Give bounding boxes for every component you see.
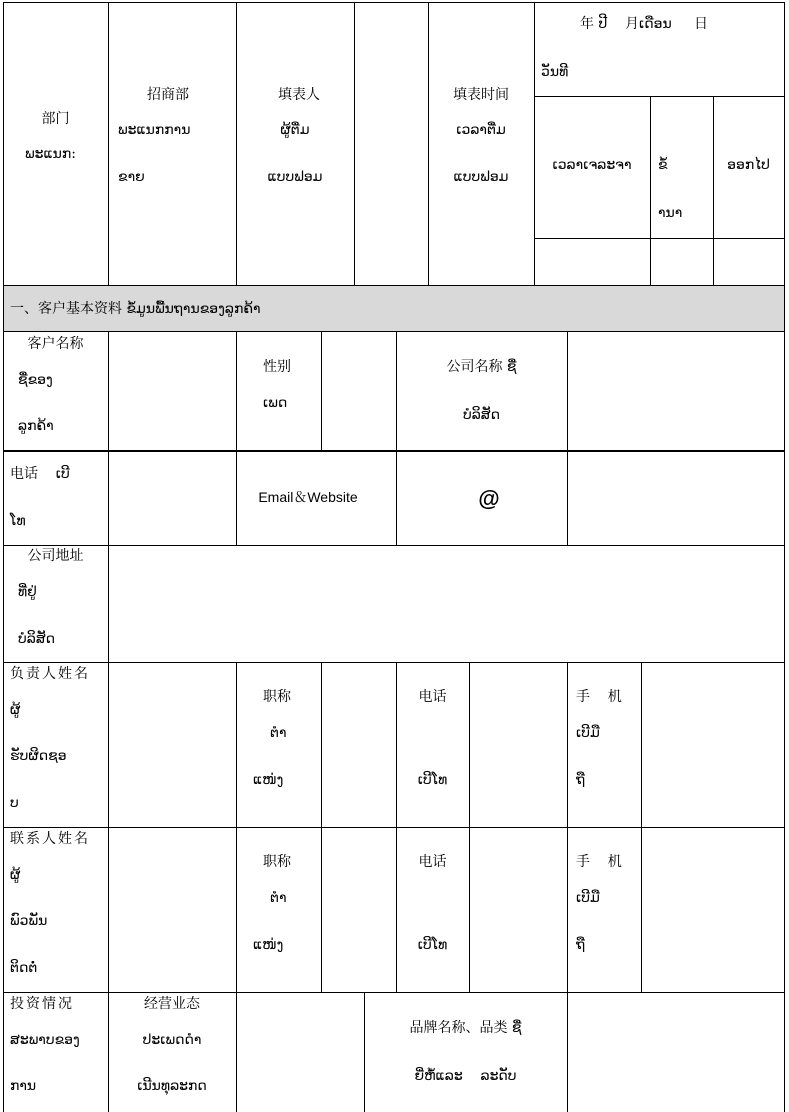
contact-tel-input[interactable] [470, 828, 567, 992]
email-website-label: Email＆Website [258, 489, 358, 505]
owner-title-label-cn: 职称 [263, 689, 291, 705]
dept-value-lo-2: ຂາຍ [118, 169, 145, 185]
company-name-label-cn: 公司名称 ຊື່ [446, 359, 517, 375]
invest-label-cn: 投资情况 [10, 996, 74, 1012]
owner-mobile-label-lo-2: ຖື [576, 772, 586, 788]
owner-mobile-label-lo-1: ເບີມື [576, 725, 600, 741]
filler-label-cn: 填表人 [278, 87, 320, 103]
brand-label-lo: ຍີ່ຫໍ້ແລະ ລະດັບ [414, 1068, 517, 1084]
website-input[interactable] [568, 452, 784, 545]
gender-label-cn: 性别 [263, 359, 291, 375]
date-line-2: ວັນທີ [541, 64, 569, 80]
section-title: 一、客户基本资料 ຂໍ້ມູນພື້ນຖານຂອງລູກຄ້າ [10, 301, 261, 317]
owner-title-label-lo-2: ແໜ່ງ [253, 772, 284, 788]
owner-tel-label-cn: 电话 [418, 689, 447, 705]
owner-label-lo-3: ບ [10, 795, 19, 811]
filler-label-lo-2: ແບບຟອມ [267, 169, 323, 185]
dept-label-cn: 部门 [41, 111, 70, 127]
filler-input[interactable] [355, 3, 428, 285]
business-type-label-lo-2: ເນີນທຸລະກດ [137, 1078, 207, 1094]
gender-label-lo: ເພດ [263, 395, 288, 411]
email-input[interactable] [397, 452, 567, 545]
return-visit-label: ອອກໄປ [727, 157, 770, 173]
address-label-lo-1: ທີ່ຢູ່ [18, 584, 37, 600]
return-visit-input[interactable] [714, 239, 784, 285]
owner-mobile-input[interactable] [642, 663, 784, 827]
contact-mobile-label-cn: 手 机 [576, 854, 622, 870]
phone-input[interactable] [109, 452, 236, 545]
customer-name-label-lo-2: ລູກຄ້າ [18, 418, 54, 434]
address-input[interactable] [109, 546, 784, 662]
business-type-input[interactable] [237, 993, 364, 1112]
dept-label-lo: ພະແນກ: [25, 146, 76, 162]
owner-tel-input[interactable] [470, 663, 567, 827]
contact-mobile-label-lo-1: ເບີມື [576, 890, 600, 906]
address-label-lo-2: ບໍລິສັດ [18, 631, 56, 647]
customer-name-label-cn: 客户名称 [27, 336, 84, 352]
company-name-label-lo: ບໍລິສັດ [462, 407, 501, 423]
company-name-input[interactable] [568, 332, 784, 450]
contact-mobile-input[interactable] [642, 828, 784, 992]
date-line-1: 年 ປີ 月ເດືອນ 日 [580, 16, 708, 32]
owner-label-lo-1: ຜູ້ [10, 702, 21, 718]
brand-label-cn: 品牌名称、品类 ຊື່ [409, 1020, 522, 1036]
phone-label-2: ໂທ [10, 513, 26, 529]
phone-label-1: 电话 ເບີ [10, 466, 70, 482]
contact-title-label-cn: 职称 [263, 854, 291, 870]
brand-input[interactable] [568, 993, 784, 1112]
contact-label-lo-3: ຕິດຕໍ່ [10, 960, 38, 976]
customer-name-input[interactable] [109, 332, 236, 450]
invest-label-lo-2: ການ [10, 1078, 37, 1094]
customer-name-label-lo-1: ຊື່ຂອງ [18, 372, 53, 388]
negotiation-time-input[interactable] [535, 239, 650, 285]
contact-title-label-lo-2: ແໜ່ງ [253, 937, 284, 953]
visited-input[interactable] [651, 239, 713, 285]
contact-mobile-label-lo-2: ຖື [576, 937, 586, 953]
owner-mobile-label-cn: 手 机 [576, 689, 622, 705]
filler-label-lo-1: ຜູ້ຕື່ມ [280, 122, 310, 138]
owner-title-input[interactable] [322, 663, 396, 827]
dept-value-lo-1: ພະແນກການ [118, 122, 191, 138]
contact-label-lo-2: ພົວພັນ [10, 913, 48, 929]
contact-title-input[interactable] [322, 828, 396, 992]
business-type-label-cn: 经营业态 [144, 996, 200, 1012]
fill-time-label-lo-1: ເວລາຕື່ມ [456, 122, 506, 138]
address-label-cn: 公司地址 [27, 548, 84, 564]
gender-input[interactable] [322, 332, 396, 450]
owner-label-cn: 负责人姓名 [10, 666, 90, 682]
fill-time-label-lo-2: ແບບຟອມ [453, 169, 509, 185]
owner-title-label-lo-1: ຕຳ [270, 725, 287, 741]
contact-label-cn: 联系人姓名 [10, 831, 90, 847]
contact-tel-label-cn: 电话 [418, 854, 447, 870]
at-sign-icon: @ [478, 486, 500, 511]
visited-label-1: ຂໍ້ [658, 157, 668, 173]
visited-label-2: ານາ [658, 205, 683, 221]
owner-name-input[interactable] [109, 663, 236, 827]
business-type-label-lo-1: ປະເພດດຳ [142, 1032, 202, 1048]
invest-label-lo-1: ສະພາບຂອງ [10, 1032, 80, 1048]
contact-title-label-lo-1: ຕຳ [270, 890, 287, 906]
owner-label-lo-2: ຮັບຜິດຊອ [10, 748, 67, 764]
negotiation-time-label: ເວລາເຈລະຈາ [552, 157, 632, 173]
fill-time-label-cn: 填表时间 [453, 87, 509, 103]
owner-tel-label-lo: ເບີໂທ [417, 772, 448, 788]
contact-label-lo-1: ຜູ້ [10, 867, 21, 883]
contact-name-input[interactable] [109, 828, 236, 992]
contact-tel-label-lo: ເບີໂທ [417, 937, 448, 953]
dept-value-cn: 招商部 [147, 87, 189, 103]
